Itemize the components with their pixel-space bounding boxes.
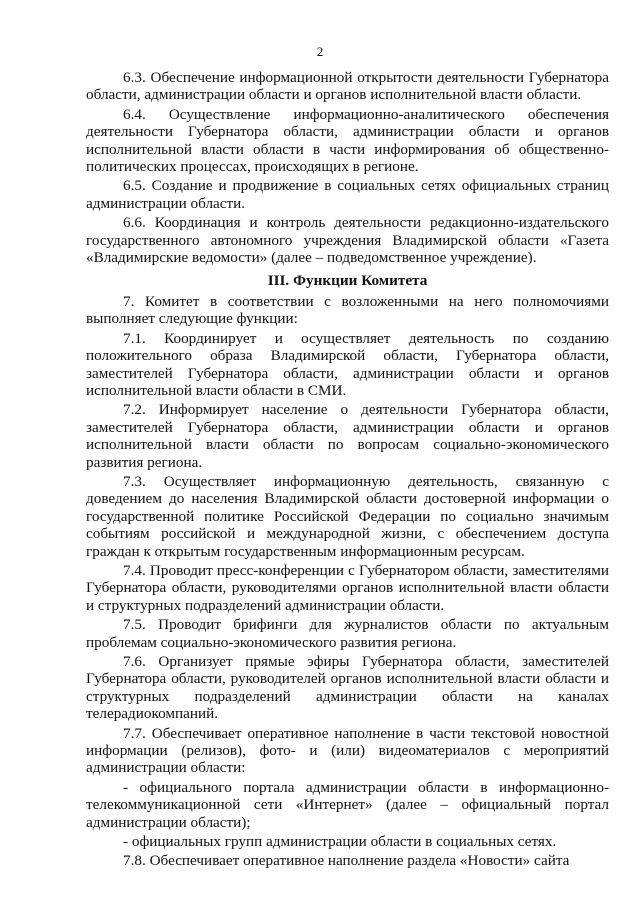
paragraph-7-3: 7.3. Осуществляет информационную деятельность, связанную с доведением до населения Владимирской области достоверной информации о государственной политике Российской Федерации по социально значимым событиям российской и международной жизни, с обеспечением доступа граждан к открытым государственным информационным ресурсам.	[86, 472, 609, 560]
paragraph-6-4: 6.4. Осуществление информационно-аналитического обеспечения деятельности Губернатора области, администрации области и органов исполнительной власти области в части информирования об общественно-политических процессах, происходящих в регионе.	[86, 105, 609, 176]
list-item-social-groups: - официальных групп администрации области в социальных сетях.	[123, 833, 557, 851]
paragraph-7-5: 7.5. Проводит брифинги для журналистов области по актуальным проблемам социально-экономического развития региона.	[86, 616, 609, 651]
paragraph-7-7: 7.7. Обеспечивает оперативное наполнение в части текстовой новостной информации (релизов), фото- и (или) видеоматериалов с мероприятий администрации области:	[86, 724, 609, 777]
paragraph-7-1: 7.1. Координирует и осуществляет деятельность по созданию положительного образа Владимирской области, Губернатора области, заместителей Губернатора области, администрации области и органов исполнительной власти области в СМИ.	[86, 329, 609, 399]
paragraph-6-6: 6.6. Координация и контроль деятельности редакционно-издательского государственного автономного учреждения Владимирской области «Газета «Владимирские ведомости» (далее – подведомственное учреждение).	[86, 214, 609, 267]
list-item-official-portal: - официального портала администрации области в информационно-телекоммуникационной сети «Интернет» (далее – официальный портал администрации области);	[86, 778, 609, 831]
paragraph-7-8: 7.8. Обеспечивает оперативное наполнение раздела «Новости» сайта	[123, 852, 570, 870]
paragraph-7: 7. Комитет в соответствии с возложенными на него полномочиями выполняет следующие функции:	[86, 292, 609, 328]
document-body	[86, 69, 609, 872]
paragraph-7-6: 7.6. Организует прямые эфиры Губернатора области, заместителей Губернатора области, руководителей органов исполнительной власти области и структурных подразделений администрации области на каналах телерадиокомпаний.	[86, 653, 609, 723]
paragraph-7-4: 7.4. Проводит пресс-конференции с Губернатором области, заместителями Губернатора области, руководителями органов исполнительной власти области и структурных подразделений администрации области.	[86, 561, 609, 614]
paragraph-6-3: 6.3. Обеспечение информационной открытости деятельности Губернатора области, администрации области и органов исполнительной власти области.	[86, 69, 609, 104]
section-heading: III. Функции Комитета	[267, 272, 428, 290]
paragraph-7-2: 7.2. Информирует население о деятельности Губернатора области, заместителей Губернатора области, администрации области и органов исполнительной власти области по вопросам социально-экономического развития региона.	[86, 401, 609, 471]
page-number: 2	[316, 44, 324, 59]
paragraph-6-5: 6.5. Создание и продвижение в социальных сетях официальных страниц администрации области.	[86, 177, 609, 212]
